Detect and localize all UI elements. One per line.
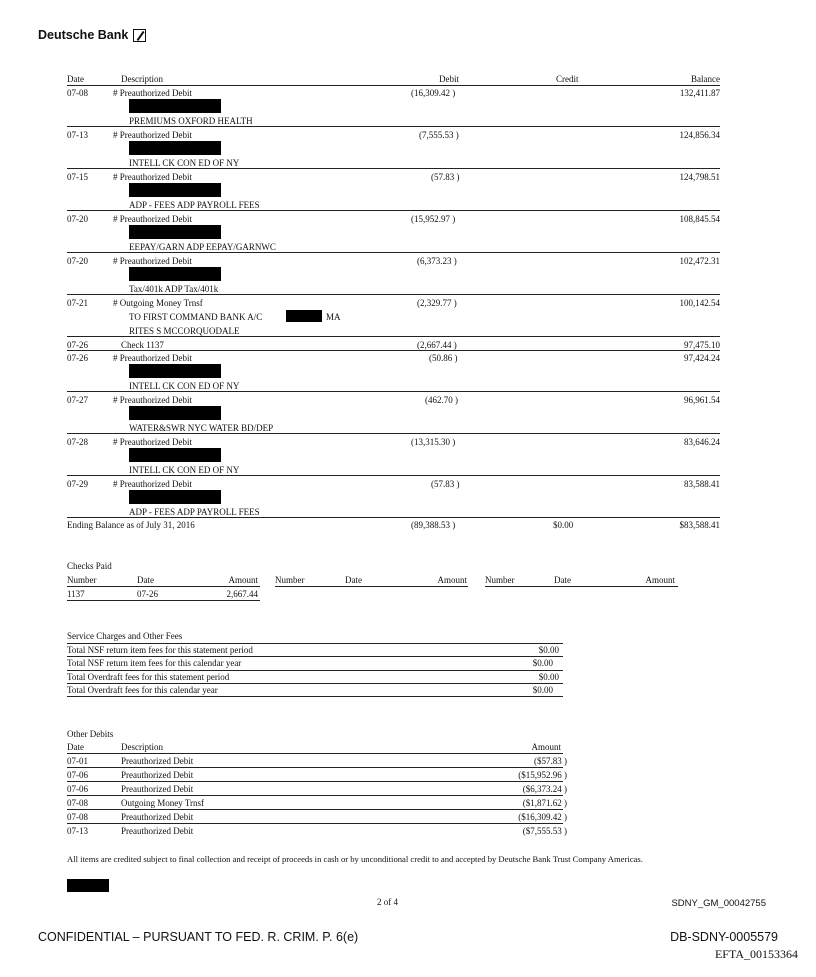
checks-col-date: Date xyxy=(345,575,362,585)
row-divider xyxy=(67,433,720,434)
redaction-bar xyxy=(129,99,221,113)
row-payee: WATER&SWR NYC WATER BD/DEP xyxy=(129,423,274,433)
checks-col-amount: Amount xyxy=(645,575,675,585)
fee-label: Total Overdraft fees for this calendar year xyxy=(67,685,218,695)
other-date: 07-06 xyxy=(67,784,88,794)
row-debit: (16,309.42 ) xyxy=(411,88,456,98)
row-debit: (7,555.53 ) xyxy=(419,130,459,140)
redaction-bar xyxy=(67,879,109,892)
row-balance: 97,424.24 xyxy=(684,353,720,363)
checks-row-divider xyxy=(67,600,260,601)
row-date: 07-21 xyxy=(67,298,88,308)
redaction-bar xyxy=(129,141,221,155)
bates-number: SDNY_GM_00042755 xyxy=(671,898,766,909)
row-type: # Preauthorized Debit xyxy=(113,437,192,447)
row-divider xyxy=(67,252,720,253)
other-description: Outgoing Money Trnsf xyxy=(121,798,205,808)
row-date: 07-26 xyxy=(67,353,88,363)
row-payee: PREMIUMS OXFORD HEALTH xyxy=(129,116,253,126)
other-amount: ($57.83 ) xyxy=(534,756,567,766)
service-divider xyxy=(67,670,563,671)
row-date: 07-29 xyxy=(67,479,88,489)
disclaimer-text: All items are credited subject to final collection and receipt of proceeds in cash or by unconditional credit to and accepted by Deutsche Bank Trust Company Americas. xyxy=(67,854,643,864)
other-amount: ($7,555.53 ) xyxy=(522,826,567,836)
row-divider xyxy=(67,336,720,337)
other-divider xyxy=(67,753,563,754)
fee-label: Total NSF return item fees for this calendar year xyxy=(67,658,242,668)
other-col-date: Date xyxy=(67,742,84,752)
row-payee: EEPAY/GARN ADP EEPAY/GARNWC xyxy=(129,242,276,252)
row-type: # Preauthorized Debit xyxy=(113,130,192,140)
row-type: # Preauthorized Debit xyxy=(113,214,192,224)
checks-col-number: Number xyxy=(67,575,97,585)
row-debit: (50.86 ) xyxy=(429,353,458,363)
row-beneficiary-suffix: MA xyxy=(326,312,341,322)
service-divider xyxy=(67,643,563,644)
redaction-bar xyxy=(129,364,221,378)
other-date: 07-01 xyxy=(67,756,88,766)
other-description: Preauthorized Debit xyxy=(121,812,194,822)
checks-paid-title: Checks Paid xyxy=(67,561,112,571)
row-balance: 124,856.34 xyxy=(679,130,720,140)
checks-col-amount: Amount xyxy=(228,575,258,585)
other-divider xyxy=(67,767,563,768)
row-divider xyxy=(67,126,720,127)
other-description: Preauthorized Debit xyxy=(121,770,194,780)
other-description: Preauthorized Debit xyxy=(121,826,194,836)
row-balance: 83,588.41 xyxy=(684,479,720,489)
checks-col-number: Number xyxy=(485,575,515,585)
row-debit: (13,315.30 ) xyxy=(411,437,456,447)
row-type: # Outgoing Money Trnsf xyxy=(113,298,203,308)
redaction-bar xyxy=(129,225,221,239)
row-divider xyxy=(67,168,720,169)
row-date: 07-20 xyxy=(67,256,88,266)
row-date: 07-08 xyxy=(67,88,88,98)
row-divider xyxy=(67,350,720,351)
row-debit: (57.83 ) xyxy=(431,479,460,489)
other-col-description: Description xyxy=(121,742,163,752)
other-debits-title: Other Debits xyxy=(67,729,114,739)
other-divider xyxy=(67,795,563,796)
other-description: Preauthorized Debit xyxy=(121,756,194,766)
row-date: 07-13 xyxy=(67,130,88,140)
row-date: 07-27 xyxy=(67,395,88,405)
checks-col-date: Date xyxy=(554,575,571,585)
other-amount: ($16,309.42 ) xyxy=(518,812,567,822)
other-date: 07-08 xyxy=(67,798,88,808)
redaction-bar xyxy=(129,490,221,504)
row-divider xyxy=(67,391,720,392)
other-date: 07-13 xyxy=(67,826,88,836)
row-payee: INTELL CK CON ED OF NY xyxy=(129,381,240,391)
redaction-bar xyxy=(129,406,221,420)
row-divider xyxy=(67,210,720,211)
row-date: 07-26 xyxy=(67,340,88,350)
bank-logo xyxy=(38,28,146,42)
checks-header-divider xyxy=(275,586,468,587)
redaction-bar xyxy=(129,448,221,462)
ending-credit-total: $0.00 xyxy=(553,520,574,530)
redaction-bar xyxy=(129,267,221,281)
col-header-balance: Balance xyxy=(691,74,720,84)
row-debit: (57.83 ) xyxy=(431,172,460,182)
row-payee: Tax/401k ADP Tax/401k xyxy=(129,284,219,294)
row-divider xyxy=(67,475,720,476)
service-divider xyxy=(67,696,563,697)
confidential-notice: CONFIDENTIAL – PURSUANT TO FED. R. CRIM. P. 6(e) xyxy=(38,930,359,944)
other-divider xyxy=(67,823,563,824)
check-date: 07-26 xyxy=(137,589,158,599)
page-number: 2 of 4 xyxy=(377,897,398,907)
row-payee: INTELL CK CON ED OF NY xyxy=(129,158,240,168)
other-amount: ($6,373.24 ) xyxy=(522,784,567,794)
bank-name: Deutsche Bank xyxy=(38,28,129,42)
col-header-description: Description xyxy=(121,74,163,84)
col-header-debit: Debit xyxy=(439,74,459,84)
ending-balance-value: $83,588.41 xyxy=(679,520,720,530)
checks-paid-section xyxy=(67,561,687,611)
transactions-table xyxy=(67,72,720,532)
deutsche-bank-slash-icon xyxy=(133,29,146,42)
row-payee: INTELL CK CON ED OF NY xyxy=(129,465,240,475)
row-type: # Preauthorized Debit xyxy=(113,88,192,98)
fee-label: Total NSF return item fees for this statement period xyxy=(67,645,253,655)
row-balance: 83,646.24 xyxy=(684,437,720,447)
row-balance: 124,798.51 xyxy=(679,172,720,182)
other-date: 07-06 xyxy=(67,770,88,780)
row-debit: (462.70 ) xyxy=(425,395,458,405)
row-beneficiary-bank: TO FIRST COMMAND BANK A/C xyxy=(129,312,263,322)
row-balance: 100,142.54 xyxy=(679,298,720,308)
row-debit: (2,329.77 ) xyxy=(417,298,457,308)
fee-amount: $0.00 xyxy=(538,645,559,655)
row-payee: ADP - FEES ADP PAYROLL FEES xyxy=(129,200,260,210)
row-balance: 97,475.10 xyxy=(684,340,720,350)
fee-amount: $0.00 xyxy=(532,658,553,668)
row-debit: (15,952.97 ) xyxy=(411,214,456,224)
row-date: 07-20 xyxy=(67,214,88,224)
row-type: # Preauthorized Debit xyxy=(113,172,192,182)
row-type: # Preauthorized Debit xyxy=(113,256,192,266)
ending-debit-total: (89,388.53 ) xyxy=(411,520,456,530)
redaction-bar xyxy=(286,310,322,322)
service-charges-section xyxy=(67,631,563,701)
row-debit: (2,667.44 ) xyxy=(417,340,457,350)
ending-balance-label: Ending Balance as of July 31, 2016 xyxy=(67,520,195,530)
row-balance: 108,845.54 xyxy=(679,214,720,224)
other-debits-section xyxy=(67,729,577,839)
other-col-amount: Amount xyxy=(531,742,561,752)
checks-header-divider xyxy=(67,586,260,587)
service-divider xyxy=(67,656,563,657)
other-divider xyxy=(67,781,563,782)
other-description: Preauthorized Debit xyxy=(121,784,194,794)
row-type: Check 1137 xyxy=(121,340,164,350)
other-divider xyxy=(67,809,563,810)
row-date: 07-28 xyxy=(67,437,88,447)
redaction-bar xyxy=(129,183,221,197)
row-type: # Preauthorized Debit xyxy=(113,479,192,489)
other-amount: ($1,871.62 ) xyxy=(522,798,567,808)
row-date: 07-15 xyxy=(67,172,88,182)
checks-col-amount: Amount xyxy=(437,575,467,585)
fee-amount: $0.00 xyxy=(538,672,559,682)
efta-id: EFTA_00153364 xyxy=(714,947,798,961)
checks-header-divider xyxy=(485,586,678,587)
db-document-id: DB-SDNY-0005579 xyxy=(670,930,778,944)
other-date: 07-08 xyxy=(67,812,88,822)
row-divider xyxy=(67,517,720,518)
row-type: # Preauthorized Debit xyxy=(113,353,192,363)
row-balance: 102,472.31 xyxy=(679,256,720,266)
checks-col-date: Date xyxy=(137,575,154,585)
checks-col-number: Number xyxy=(275,575,305,585)
other-amount: ($15,952.96 ) xyxy=(518,770,567,780)
row-payee: ADP - FEES ADP PAYROLL FEES xyxy=(129,507,260,517)
row-divider xyxy=(67,294,720,295)
row-type: # Preauthorized Debit xyxy=(113,395,192,405)
service-divider xyxy=(67,683,563,684)
header-divider xyxy=(67,85,720,86)
check-amount: 2,667.44 xyxy=(226,589,258,599)
service-charges-title: Service Charges and Other Fees xyxy=(67,631,183,641)
fee-label: Total Overdraft fees for this statement period xyxy=(67,672,230,682)
col-header-credit: Credit xyxy=(556,74,579,84)
row-balance: 132,411.87 xyxy=(679,88,720,98)
row-payee: RITES S MCCORQUODALE xyxy=(129,326,240,336)
row-debit: (6,373.23 ) xyxy=(417,256,457,266)
fee-amount: $0.00 xyxy=(532,685,553,695)
col-header-date: Date xyxy=(67,74,84,84)
check-number: 1137 xyxy=(67,589,85,599)
row-balance: 96,961.54 xyxy=(684,395,720,405)
